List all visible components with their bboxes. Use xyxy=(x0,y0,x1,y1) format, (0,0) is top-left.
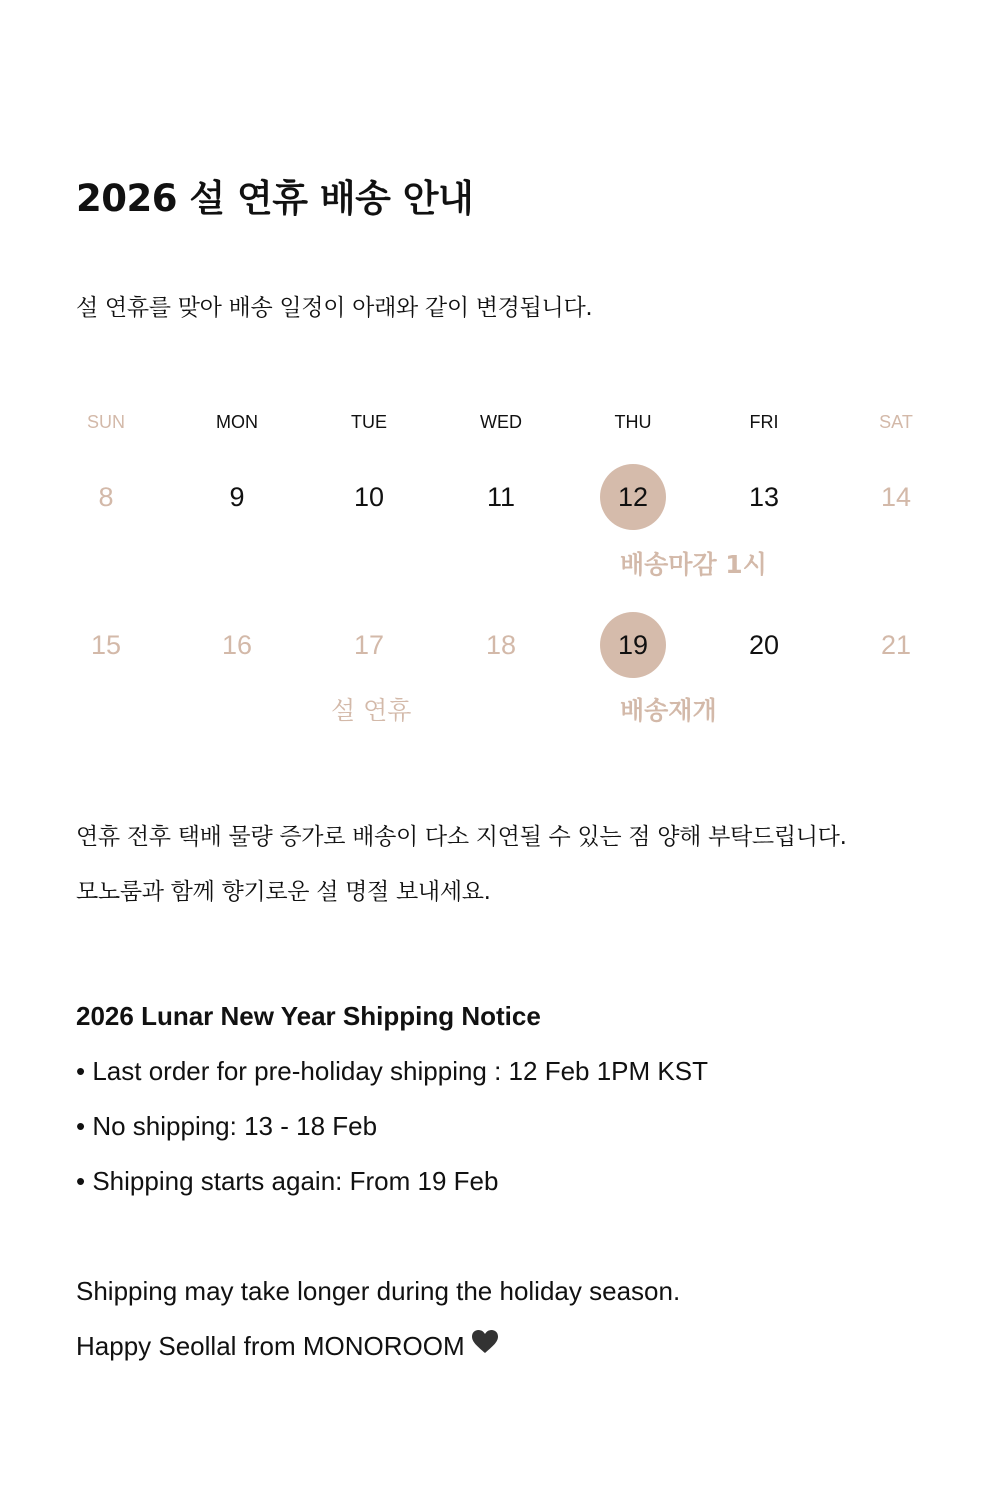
calendar-date: 9 xyxy=(229,481,245,512)
weekday-mon: MON xyxy=(216,412,258,432)
page-title: 2026 설 연휴 배송 안내 xyxy=(76,177,474,220)
weekday-thu: THU xyxy=(614,412,652,432)
calendar-date: 8 xyxy=(98,481,114,512)
shipping-resume-note: 배송재개 xyxy=(620,696,717,725)
holiday-note: 설 연휴 xyxy=(331,696,412,725)
english-closing-line-2 xyxy=(76,1331,499,1362)
calendar-date: 14 xyxy=(880,481,912,512)
calendar-date: 17 xyxy=(353,629,385,660)
closing-text: Happy Seollal from MONOROOM xyxy=(76,1331,465,1361)
korean-body-line-1: 연휴 전후 택배 물량 증가로 배송이 다소 지연될 수 있는 점 양해 부탁드립니다. xyxy=(76,824,847,850)
bullet-shipping-restart: • Shipping starts again: From 19 Feb xyxy=(76,1166,498,1197)
heart-icon xyxy=(471,1329,499,1361)
weekday-fri: FRI xyxy=(749,412,779,432)
weekday-tue: TUE xyxy=(351,412,387,432)
bullet-last-order: • Last order for pre-holiday shipping : 12 Feb 1PM KST xyxy=(76,1056,708,1087)
calendar-date: 13 xyxy=(748,481,780,512)
calendar-date: 20 xyxy=(748,629,780,660)
calendar-date-highlighted: 12 xyxy=(600,464,666,530)
weekday-sat: SAT xyxy=(879,412,913,432)
english-closing-line-1: Shipping may take longer during the holiday season. xyxy=(76,1276,681,1306)
calendar-date: 15 xyxy=(90,629,122,660)
calendar-date: 11 xyxy=(486,481,516,512)
intro-text: 설 연휴를 맞아 배송 일정이 아래와 같이 변경됩니다. xyxy=(76,295,593,321)
calendar-date: 21 xyxy=(880,629,912,660)
calendar-date: 16 xyxy=(221,629,253,660)
english-title: 2026 Lunar New Year Shipping Notice xyxy=(76,1001,541,1031)
calendar-date-highlighted: 19 xyxy=(600,612,666,678)
weekday-wed: WED xyxy=(480,412,522,432)
korean-body-line-2: 모노룸과 함께 향기로운 설 명절 보내세요. xyxy=(76,879,491,905)
bullet-no-shipping: • No shipping: 13 - 18 Feb xyxy=(76,1111,377,1142)
shipping-deadline-note: 배송마감 1시 xyxy=(620,550,767,579)
calendar-date: 10 xyxy=(353,481,385,512)
calendar-date: 18 xyxy=(485,629,517,660)
weekday-sun: SUN xyxy=(86,412,125,432)
